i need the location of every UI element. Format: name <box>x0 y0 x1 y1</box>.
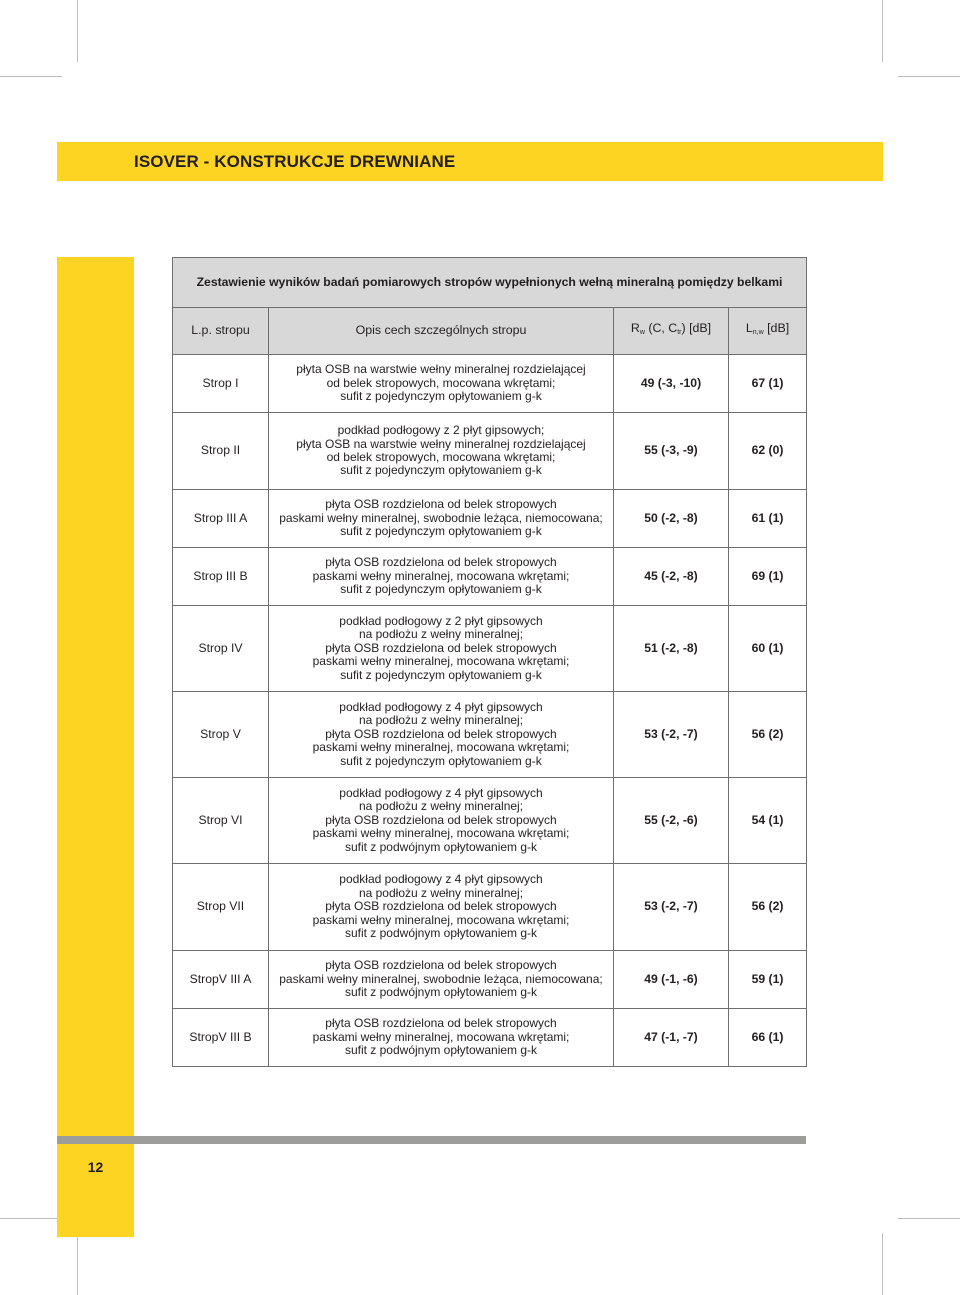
column-header-lnw: $L_{n,w}$ [dB] <box>729 308 807 355</box>
row-name: Strop I <box>173 355 269 413</box>
row-description <box>269 413 614 490</box>
description-line: płyta OSB rozdzielona od belek stropowych <box>325 497 557 512</box>
description-line: paskami wełny mineralnej, mocowana wkrętami; <box>312 912 570 927</box>
table-row <box>173 548 807 606</box>
description-line: podkład podłogowy z 4 płyt gipsowych <box>339 872 543 887</box>
row-rw-value: 55 (-3, -9) <box>614 413 729 490</box>
column-header-rw: $R_w$ (C, $C_{tr}$) [dB] <box>614 308 729 355</box>
bottom-bar <box>57 1136 806 1144</box>
description-line: płyta OSB rozdzielona od belek stropowych <box>325 812 557 827</box>
table-caption: Zestawienie wyników badań pomiarowych stropów wypełnionych wełną mineralną pomiędzy belkami <box>173 258 807 308</box>
description-line: podkład podłogowy z 2 płyt gipsowych; <box>337 423 545 438</box>
row-rw-value: 50 (-2, -8) <box>614 490 729 548</box>
row-name: Strop VII <box>173 864 269 951</box>
crop-mark <box>77 1233 78 1295</box>
row-name: Strop III B <box>173 548 269 606</box>
table-row <box>173 1009 807 1067</box>
description-line: paskami wełny mineralnej, mocowana wkrętami; <box>312 740 570 755</box>
crop-mark <box>898 76 960 77</box>
description-line: płyta OSB rozdzielona od belek stropowych <box>325 555 557 570</box>
description-line: płyta OSB rozdzielona od belek stropowych <box>325 899 557 914</box>
row-rw-value: 53 (-2, -7) <box>614 692 729 778</box>
description-line: paskami wełny mineralnej, swobodnie leżąca, niemocowana; <box>279 510 603 525</box>
description-line: na podłożu z wełny mineralnej; <box>358 799 524 814</box>
description-line: płyta OSB rozdzielona od belek stropowych <box>325 640 557 655</box>
row-lnw-value: 62 (0) <box>729 413 807 490</box>
description-line: paskami wełny mineralnej, mocowana wkrętami; <box>312 1029 570 1044</box>
row-lnw-value: 56 (2) <box>729 692 807 778</box>
row-name: Strop II <box>173 413 269 490</box>
description-line: płyta OSB rozdzielona od belek stropowych <box>325 958 557 973</box>
description-line: od belek stropowych, mocowana wkrętami; <box>326 450 556 464</box>
description-line: sufit z podwójnym opłytowaniem g-k <box>344 1043 538 1058</box>
description-line: sufit z pojedynczym opłytowaniem g-k <box>340 524 542 539</box>
row-lnw-value: 60 (1) <box>729 606 807 692</box>
crop-mark <box>0 76 62 77</box>
description-line: paskami wełny mineralnej, mocowana wkrętami; <box>312 568 570 583</box>
table-row <box>173 490 807 548</box>
description-line: na podłożu z wełny mineralnej; <box>358 713 524 728</box>
description-line: płyta OSB na warstwie wełny mineralnej rozdzielającej <box>296 436 586 451</box>
row-rw-value: 47 (-1, -7) <box>614 1009 729 1067</box>
description-line: sufit z pojedynczym opłytowaniem g-k <box>340 753 542 768</box>
description-line: podkład podłogowy z 2 płyt gipsowych <box>339 613 543 628</box>
row-lnw-value: 69 (1) <box>729 548 807 606</box>
description-line: sufit z podwójnym opłytowaniem g-k <box>344 926 538 941</box>
row-lnw-value: 66 (1) <box>729 1009 807 1067</box>
row-name: Strop III A <box>173 490 269 548</box>
crop-mark <box>882 1233 883 1295</box>
row-name: Strop IV <box>173 606 269 692</box>
description-line: sufit z podwójnym opłytowaniem g-k <box>344 839 538 854</box>
row-rw-value: 49 (-1, -6) <box>614 951 729 1009</box>
row-rw-value: 53 (-2, -7) <box>614 864 729 951</box>
description-line: podkład podłogowy z 4 płyt gipsowych <box>339 785 543 800</box>
crop-mark <box>898 1218 960 1219</box>
crop-mark <box>882 0 883 62</box>
row-name: Strop V <box>173 692 269 778</box>
row-name: Strop VI <box>173 778 269 864</box>
description-line: od belek stropowych, mocowana wkrętami; <box>326 375 556 390</box>
row-description <box>269 490 614 548</box>
column-header-description: Opis cech szczególnych stropu <box>269 308 614 355</box>
table-row <box>173 692 807 778</box>
row-rw-value: 45 (-2, -8) <box>614 548 729 606</box>
row-description <box>269 1009 614 1067</box>
description-line: płyta OSB rozdzielona od belek stropowych <box>325 1016 557 1031</box>
description-line: na podłożu z wełny mineralnej; <box>358 627 524 642</box>
row-name: StropV III A <box>173 951 269 1009</box>
row-name: StropV III B <box>173 1009 269 1067</box>
description-line: płyta OSB na warstwie wełny mineralnej rozdzielającej <box>296 362 586 377</box>
crop-mark <box>77 0 78 62</box>
table-row <box>173 606 807 692</box>
results-table <box>172 257 807 1067</box>
page-number: 12 <box>87 1159 104 1175</box>
row-lnw-value: 56 (2) <box>729 864 807 951</box>
row-description <box>269 864 614 951</box>
description-line: paskami wełny mineralnej, swobodnie leżąca, niemocowana; <box>279 971 603 986</box>
row-lnw-value: 54 (1) <box>729 778 807 864</box>
column-header-id: L.p. stropu <box>173 308 269 355</box>
description-line: podkład podłogowy z 4 płyt gipsowych <box>339 699 543 714</box>
row-description <box>269 548 614 606</box>
description-line: paskami wełny mineralnej, mocowana wkrętami; <box>312 654 570 669</box>
description-line: sufit z pojedynczym opłytowaniem g-k <box>340 667 542 682</box>
table-row <box>173 413 807 490</box>
description-line: sufit z pojedynczym opłytowaniem g-k <box>340 389 542 404</box>
row-description <box>269 692 614 778</box>
row-lnw-value: 59 (1) <box>729 951 807 1009</box>
description-line: sufit z podwójnym opłytowaniem g-k <box>344 985 538 1000</box>
description-line: paskami wełny mineralnej, mocowana wkrętami; <box>312 826 570 841</box>
row-rw-value: 55 (-2, -6) <box>614 778 729 864</box>
header-title: ISOVER - KONSTRUKCJE DREWNIANE <box>134 152 456 171</box>
side-strip <box>57 257 134 1237</box>
row-rw-value: 49 (-3, -10) <box>614 355 729 413</box>
description-line: na podłożu z wełny mineralnej; <box>358 885 524 900</box>
description-line: płyta OSB rozdzielona od belek stropowych <box>325 726 557 741</box>
description-line: sufit z pojedynczym opłytowaniem g-k <box>340 463 542 478</box>
row-description <box>269 951 614 1009</box>
table-row <box>173 864 807 951</box>
row-description <box>269 355 614 413</box>
description-line: sufit z pojedynczym opłytowaniem g-k <box>340 582 542 597</box>
crop-mark <box>0 1218 62 1219</box>
row-lnw-value: 67 (1) <box>729 355 807 413</box>
table-row <box>173 355 807 413</box>
table-row <box>173 951 807 1009</box>
table-row <box>173 778 807 864</box>
row-lnw-value: 61 (1) <box>729 490 807 548</box>
row-description <box>269 778 614 864</box>
row-description <box>269 606 614 692</box>
row-rw-value: 51 (-2, -8) <box>614 606 729 692</box>
